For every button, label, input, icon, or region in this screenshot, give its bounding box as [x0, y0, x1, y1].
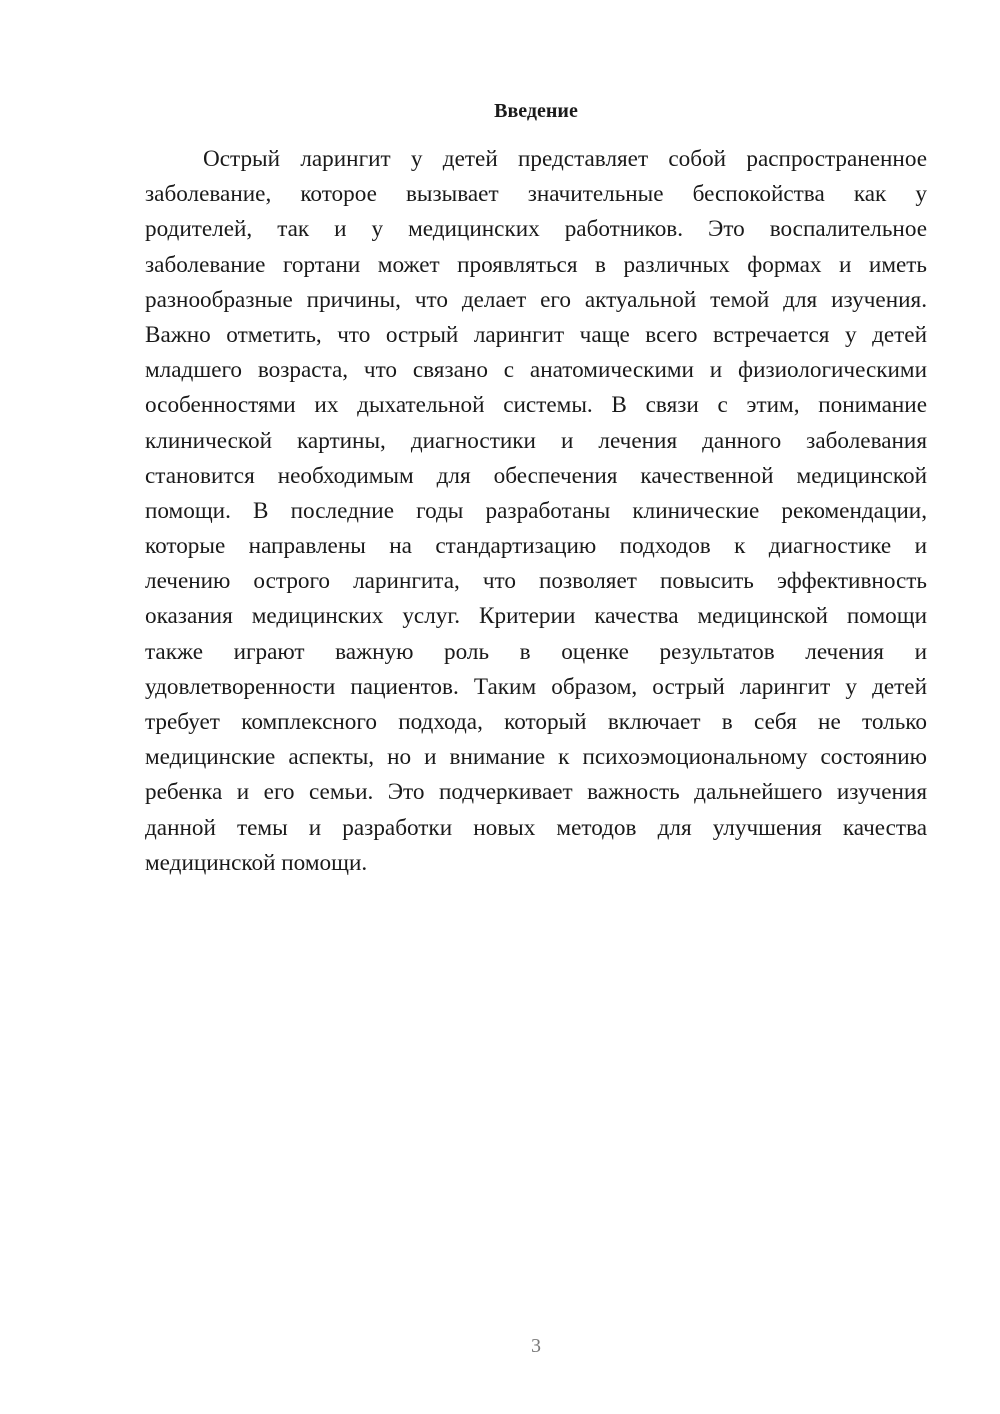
- paragraph-line: помощи. В последние годы разработаны клинические рекомендации,: [145, 497, 927, 524]
- paragraph-line: также играют важную роль в оценке результатов лечения и: [145, 638, 927, 665]
- paragraph-line: требует комплексного подхода, который включает в себя не только: [145, 709, 927, 735]
- paragraph-line: клинической картины, диагностики и лечения данного заболевания: [145, 427, 927, 454]
- paragraph-line: заболевание, которое вызывает значительные беспокойства как у: [145, 181, 927, 208]
- paragraph-line: особенностями их дыхательной системы. В связи с этим, понимание: [145, 392, 927, 419]
- paragraph-line: младшего возраста, что связано с анатомическими и физиологическими: [145, 357, 927, 384]
- paragraph-line: лечению острого ларингита, что позволяет повысить эффективность: [145, 568, 927, 595]
- paragraph-line: становится необходимым для обеспечения качественной медицинской: [145, 462, 927, 489]
- paragraph-line: заболевание гортани может проявляться в различных формах и иметь: [145, 251, 927, 278]
- paragraph-line: Острый ларингит у детей представляет собой распространенное: [203, 146, 927, 172]
- introduction-paragraph: [145, 142, 927, 881]
- paragraph-line: которые направлены на стандартизацию подходов к диагностике и: [145, 533, 927, 560]
- paragraph-line: Важно отметить, что острый ларингит чаще всего встречается у детей: [145, 321, 927, 348]
- paragraph-line: разнообразные причины, что делает его актуальной темой для изучения.: [145, 286, 927, 313]
- page-number: 3: [531, 1335, 541, 1357]
- paragraph-line: удовлетворенности пациентов. Таким образом, острый ларингит у детей: [145, 673, 927, 700]
- paragraph-line: медицинские аспекты, но и внимание к психоэмоциональному состоянию: [145, 744, 927, 771]
- paragraph-line: родителей, так и у медицинских работников. Это воспалительное: [145, 216, 927, 243]
- section-heading: Введение: [494, 100, 578, 122]
- paragraph-line: медицинской помощи.: [145, 849, 368, 876]
- paragraph-line: данной темы и разработки новых методов для улучшения качества: [145, 814, 927, 841]
- paragraph-line: оказания медицинских услуг. Критерии качества медицинской помощи: [145, 603, 927, 630]
- paragraph-line: ребенка и его семьи. Это подчеркивает важность дальнейшего изучения: [145, 779, 927, 806]
